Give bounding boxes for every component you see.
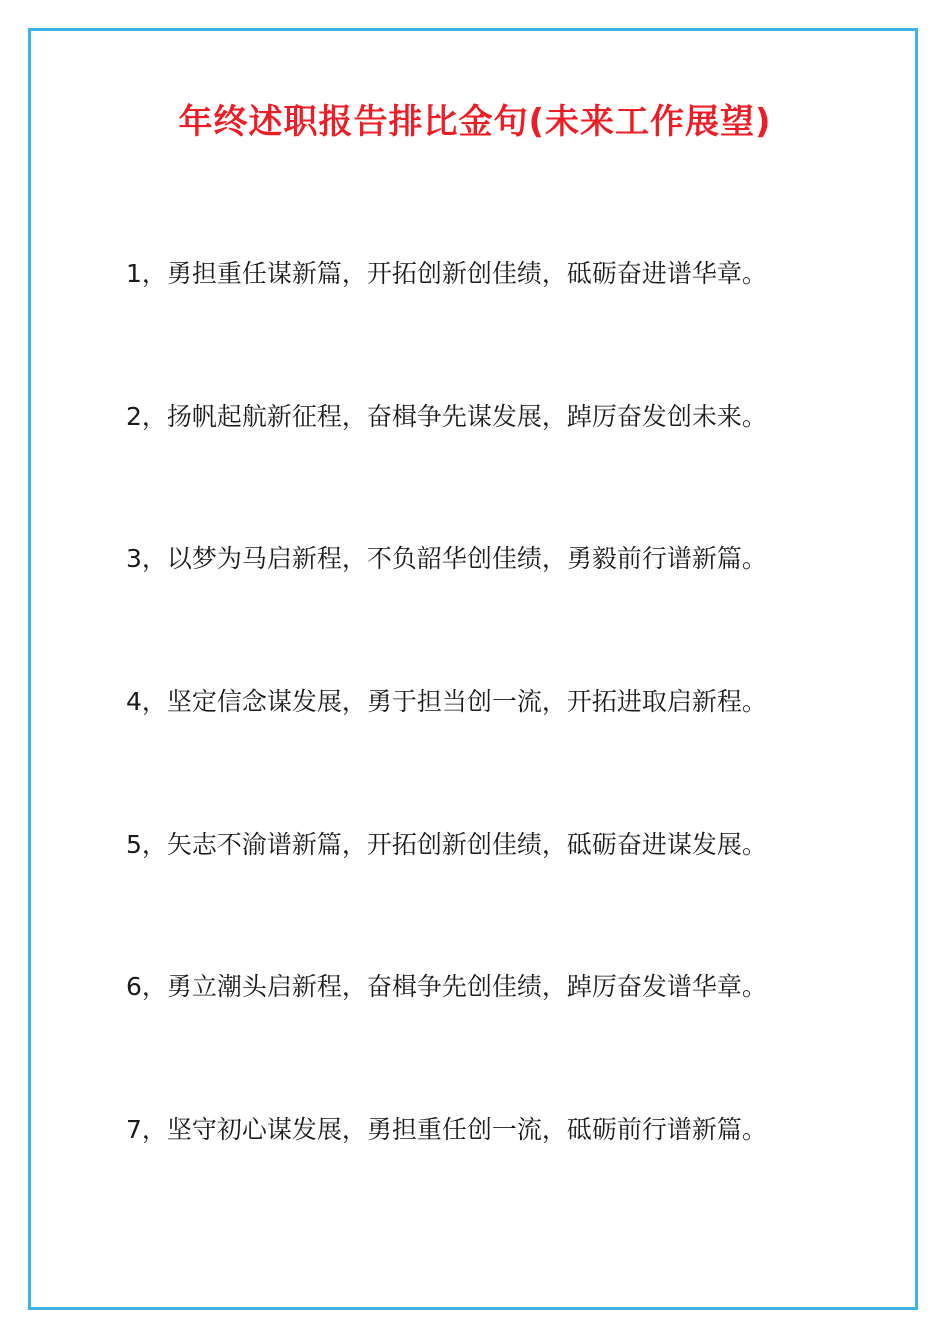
list-item: 3，以梦为马启新程，不负韶华创佳绩，勇毅前行谱新篇。 xyxy=(126,544,767,574)
list-item: 6，勇立潮头启新程，奋楫争先创佳绩，踔厉奋发谱华章。 xyxy=(126,972,767,1002)
list-item: 7，坚守初心谋发展，勇担重任创一流，砥砺前行谱新篇。 xyxy=(126,1115,767,1145)
list-item: 1，勇担重任谋新篇，开拓创新创佳绩，砥砺奋进谱华章。 xyxy=(126,259,767,288)
list-item: 4，坚定信念谋发展，勇于担当创一流，开拓进取启新程。 xyxy=(126,687,767,717)
list-item: 2，扬帆起航新征程，奋楫争先谋发展，踔厉奋发创未来。 xyxy=(126,401,767,431)
list-item: 5，矢志不渝谱新篇，开拓创新创佳绩，砥砺奋进谋发展。 xyxy=(126,829,767,859)
sentence-list xyxy=(126,250,866,1249)
page-title: 年终述职报告排比金句(未来工作展望) xyxy=(178,102,772,142)
